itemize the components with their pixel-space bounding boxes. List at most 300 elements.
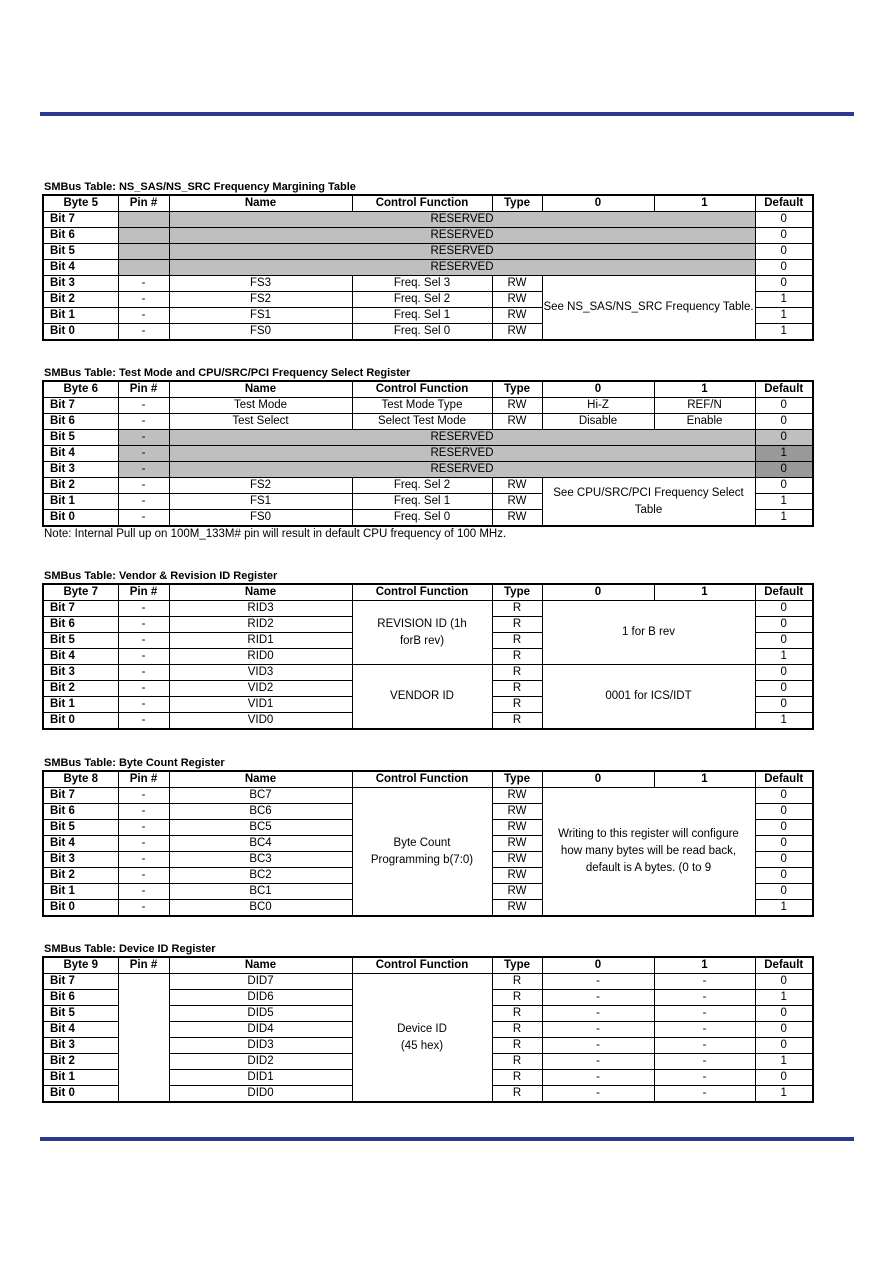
function-cell: Freq. Sel 0	[352, 324, 492, 341]
header-value-0: 0	[542, 381, 654, 398]
pin-cell: -	[118, 601, 169, 617]
function-cell: Test Mode Type	[352, 398, 492, 414]
name-cell: FS1	[169, 494, 352, 510]
pin-cell: -	[118, 292, 169, 308]
header-pin: Pin #	[118, 195, 169, 212]
table-caption: SMBus Table: Byte Count Register	[44, 757, 225, 769]
name-cell: BC5	[169, 820, 352, 836]
type-cell: R	[492, 617, 542, 633]
header-default: Default	[755, 195, 813, 212]
value1-cell: -	[654, 1054, 755, 1070]
bit-label: Bit 5	[43, 633, 118, 649]
bit-label: Bit 7	[43, 398, 118, 414]
name-cell: BC3	[169, 852, 352, 868]
pin-cell: -	[118, 414, 169, 430]
reserved-cell: RESERVED	[169, 446, 755, 462]
default-cell: 0	[755, 228, 813, 244]
header-row	[43, 195, 813, 212]
pin-cell: -	[118, 478, 169, 494]
name-cell: VID2	[169, 681, 352, 697]
default-cell: 0	[755, 633, 813, 649]
type-cell: RW	[492, 884, 542, 900]
pin-cell: -	[118, 820, 169, 836]
pin-cell: -	[118, 633, 169, 649]
header-control-function: Control Function	[352, 381, 492, 398]
pin-cell: -	[118, 617, 169, 633]
header-type: Type	[492, 381, 542, 398]
default-cell: 1	[755, 308, 813, 324]
byte9-table	[42, 956, 814, 1103]
value0-cell: -	[542, 990, 654, 1006]
table-row	[43, 462, 813, 478]
default-cell: 0	[755, 260, 813, 276]
header-type: Type	[492, 195, 542, 212]
pin-cell: -	[118, 852, 169, 868]
bit-label: Bit 5	[43, 244, 118, 260]
header-default: Default	[755, 771, 813, 788]
frequency-table-reference: See NS_SAS/NS_SRC Frequency Table.	[542, 276, 755, 341]
value0-cell: -	[542, 1070, 654, 1086]
default-cell: 1	[755, 713, 813, 730]
type-cell: R	[492, 697, 542, 713]
value0-cell: -	[542, 1022, 654, 1038]
bit-label: Bit 3	[43, 276, 118, 292]
reserved-cell: RESERVED	[169, 462, 755, 478]
bit-label: Bit 1	[43, 494, 118, 510]
bit-label: Bit 6	[43, 414, 118, 430]
function-cell: Freq. Sel 1	[352, 308, 492, 324]
header-row	[43, 584, 813, 601]
header-row	[43, 771, 813, 788]
default-cell: 0	[755, 1022, 813, 1038]
default-cell: 0	[755, 884, 813, 900]
type-cell: R	[492, 713, 542, 730]
type-cell: R	[492, 1022, 542, 1038]
reserved-cell: RESERVED	[169, 212, 755, 228]
pin-cell	[118, 260, 169, 276]
name-cell: DID5	[169, 1006, 352, 1022]
revision-id-function: REVISION ID (1h forB rev)	[352, 601, 492, 665]
header-name: Name	[169, 195, 352, 212]
type-cell: R	[492, 1086, 542, 1103]
byte5-table	[42, 194, 814, 341]
default-cell: 0	[755, 697, 813, 713]
bit-label: Bit 0	[43, 510, 118, 527]
default-cell: 0	[755, 276, 813, 292]
default-cell: 0	[755, 681, 813, 697]
pin-cell: -	[118, 804, 169, 820]
bit-label: Bit 6	[43, 228, 118, 244]
header-pin: Pin #	[118, 771, 169, 788]
bottom-rule	[40, 1137, 854, 1141]
table-caption: SMBus Table: Test Mode and CPU/SRC/PCI Frequency Select Register	[44, 367, 411, 379]
header-value-1: 1	[654, 771, 755, 788]
table-row	[43, 398, 813, 414]
pin-cell: -	[118, 430, 169, 446]
type-cell: R	[492, 681, 542, 697]
type-cell: R	[492, 665, 542, 681]
pin-cell: -	[118, 868, 169, 884]
default-cell: 0	[755, 462, 813, 478]
bit-label: Bit 7	[43, 601, 118, 617]
header-control-function: Control Function	[352, 195, 492, 212]
default-cell: 0	[755, 1006, 813, 1022]
header-control-function: Control Function	[352, 584, 492, 601]
default-cell: 0	[755, 868, 813, 884]
type-cell: RW	[492, 398, 542, 414]
value1-cell: -	[654, 1038, 755, 1054]
default-cell: 1	[755, 446, 813, 462]
default-cell: 1	[755, 1086, 813, 1103]
header-row	[43, 381, 813, 398]
type-cell: R	[492, 990, 542, 1006]
value0-cell: -	[542, 974, 654, 990]
pin-cell: -	[118, 494, 169, 510]
byte6-section	[42, 366, 812, 542]
vendor-id-description: 0001 for ICS/IDT	[542, 665, 755, 730]
byte8-table	[42, 770, 814, 917]
table-row	[43, 788, 813, 804]
pin-cell	[118, 244, 169, 260]
name-cell: DID2	[169, 1054, 352, 1070]
table-row	[43, 446, 813, 462]
default-cell: 0	[755, 852, 813, 868]
table-caption: SMBus Table: Device ID Register	[44, 943, 216, 955]
bit-label: Bit 0	[43, 900, 118, 917]
table-row	[43, 244, 813, 260]
pin-cell: -	[118, 446, 169, 462]
bit-label: Bit 7	[43, 788, 118, 804]
pin-cell: -	[118, 398, 169, 414]
type-cell: RW	[492, 276, 542, 292]
type-cell: RW	[492, 820, 542, 836]
default-cell: 1	[755, 494, 813, 510]
vendor-id-function: VENDOR ID	[352, 665, 492, 730]
header-name: Name	[169, 771, 352, 788]
bit-label: Bit 5	[43, 820, 118, 836]
default-cell: 1	[755, 324, 813, 341]
default-cell: 1	[755, 292, 813, 308]
bit-label: Bit 4	[43, 446, 118, 462]
default-cell: 0	[755, 617, 813, 633]
bit-label: Bit 4	[43, 260, 118, 276]
top-rule	[40, 112, 854, 116]
header-pin: Pin #	[118, 584, 169, 601]
name-cell: BC4	[169, 836, 352, 852]
type-cell: R	[492, 649, 542, 665]
name-cell: FS0	[169, 324, 352, 341]
revision-id-description: 1 for B rev	[542, 601, 755, 665]
function-cell: Freq. Sel 2	[352, 478, 492, 494]
bit-label: Bit 5	[43, 1006, 118, 1022]
default-cell: 0	[755, 804, 813, 820]
header-name: Name	[169, 584, 352, 601]
default-cell: 0	[755, 1038, 813, 1054]
bit-label: Bit 7	[43, 974, 118, 990]
name-cell: VID3	[169, 665, 352, 681]
table-caption: SMBus Table: Vendor & Revision ID Register	[44, 570, 278, 582]
byte-count-function: Byte Count Programming b(7:0)	[352, 788, 492, 917]
type-cell: R	[492, 1038, 542, 1054]
pin-cell: -	[118, 681, 169, 697]
header-control-function: Control Function	[352, 957, 492, 974]
bit-label: Bit 3	[43, 852, 118, 868]
pin-cell: -	[118, 900, 169, 917]
pin-cell: -	[118, 836, 169, 852]
type-cell: RW	[492, 324, 542, 341]
reserved-cell: RESERVED	[169, 260, 755, 276]
type-cell: RW	[492, 900, 542, 917]
default-cell: 0	[755, 478, 813, 494]
name-cell: FS1	[169, 308, 352, 324]
header-type: Type	[492, 771, 542, 788]
default-cell: 0	[755, 601, 813, 617]
header-default: Default	[755, 584, 813, 601]
header-default: Default	[755, 957, 813, 974]
function-cell: Freq. Sel 1	[352, 494, 492, 510]
name-cell: DID7	[169, 974, 352, 990]
bit-label: Bit 0	[43, 713, 118, 730]
default-cell: 0	[755, 1070, 813, 1086]
type-cell: R	[492, 601, 542, 617]
header-control-function: Control Function	[352, 771, 492, 788]
bit-label: Bit 2	[43, 681, 118, 697]
function-cell: Freq. Sel 2	[352, 292, 492, 308]
type-cell: R	[492, 1054, 542, 1070]
bit-label: Bit 1	[43, 1070, 118, 1086]
bit-label: Bit 1	[43, 697, 118, 713]
type-cell: RW	[492, 852, 542, 868]
header-value-0: 0	[542, 771, 654, 788]
bit-label: Bit 4	[43, 649, 118, 665]
value0-cell: -	[542, 1006, 654, 1022]
byte6-note: Note: Internal Pull up on 100M_133M# pin will result in default CPU frequency of 100 MHz.	[44, 528, 507, 540]
default-cell: 1	[755, 900, 813, 917]
header-value-0: 0	[542, 957, 654, 974]
type-cell: R	[492, 633, 542, 649]
bit-label: Bit 2	[43, 1054, 118, 1070]
byte-count-description: Writing to this register will configure how many bytes will be read back, default is A bytes. (0 to 9	[542, 788, 755, 917]
pin-cell: -	[118, 510, 169, 527]
table-row	[43, 212, 813, 228]
type-cell: RW	[492, 510, 542, 527]
bit-label: Bit 3	[43, 665, 118, 681]
pin-cell: -	[118, 324, 169, 341]
header-value-1: 1	[654, 957, 755, 974]
header-byte: Byte 9	[43, 957, 118, 974]
pin-cell	[118, 212, 169, 228]
reserved-cell: RESERVED	[169, 430, 755, 446]
bit-label: Bit 4	[43, 836, 118, 852]
name-cell: BC2	[169, 868, 352, 884]
value1-cell: REF/N	[654, 398, 755, 414]
pin-cell: -	[118, 462, 169, 478]
default-cell: 1	[755, 510, 813, 527]
name-cell: BC1	[169, 884, 352, 900]
name-cell: FS2	[169, 292, 352, 308]
value0-cell: -	[542, 1086, 654, 1103]
header-name: Name	[169, 381, 352, 398]
pin-cell: -	[118, 697, 169, 713]
type-cell: RW	[492, 292, 542, 308]
type-cell: R	[492, 974, 542, 990]
table-row	[43, 414, 813, 430]
function-cell: Freq. Sel 3	[352, 276, 492, 292]
name-cell: BC6	[169, 804, 352, 820]
pin-cell	[118, 974, 169, 1103]
bit-label: Bit 2	[43, 478, 118, 494]
type-cell: R	[492, 1006, 542, 1022]
function-cell: Select Test Mode	[352, 414, 492, 430]
byte7-section	[42, 569, 812, 730]
bit-label: Bit 3	[43, 1038, 118, 1054]
bit-label: Bit 1	[43, 884, 118, 900]
header-byte: Byte 7	[43, 584, 118, 601]
table-row	[43, 276, 813, 292]
table-row	[43, 228, 813, 244]
header-type: Type	[492, 957, 542, 974]
type-cell: RW	[492, 804, 542, 820]
reserved-cell: RESERVED	[169, 244, 755, 260]
value1-cell: Enable	[654, 414, 755, 430]
table-row	[43, 601, 813, 617]
name-cell: DID0	[169, 1086, 352, 1103]
bit-label: Bit 6	[43, 617, 118, 633]
byte5-section	[42, 180, 812, 341]
type-cell: RW	[492, 414, 542, 430]
header-byte: Byte 8	[43, 771, 118, 788]
table-row	[43, 260, 813, 276]
name-cell: RID2	[169, 617, 352, 633]
default-cell: 0	[755, 244, 813, 260]
pin-cell	[118, 228, 169, 244]
name-cell: VID1	[169, 697, 352, 713]
table-row	[43, 665, 813, 681]
name-cell: Test Mode	[169, 398, 352, 414]
type-cell: RW	[492, 788, 542, 804]
pin-cell: -	[118, 308, 169, 324]
pin-cell: -	[118, 788, 169, 804]
default-cell: 1	[755, 649, 813, 665]
default-cell: 0	[755, 665, 813, 681]
frequency-select-reference: See CPU/SRC/PCI Frequency Select Table	[542, 478, 755, 527]
bit-label: Bit 0	[43, 324, 118, 341]
default-cell: 0	[755, 414, 813, 430]
value1-cell: -	[654, 1070, 755, 1086]
value1-cell: -	[654, 1006, 755, 1022]
reserved-cell: RESERVED	[169, 228, 755, 244]
default-cell: 0	[755, 398, 813, 414]
bit-label: Bit 7	[43, 212, 118, 228]
default-cell: 1	[755, 1054, 813, 1070]
bit-label: Bit 6	[43, 990, 118, 1006]
byte8-section	[42, 756, 812, 917]
byte7-table	[42, 583, 814, 730]
bit-label: Bit 2	[43, 868, 118, 884]
bit-label: Bit 0	[43, 1086, 118, 1103]
default-cell: 0	[755, 820, 813, 836]
name-cell: BC0	[169, 900, 352, 917]
header-byte: Byte 6	[43, 381, 118, 398]
header-type: Type	[492, 584, 542, 601]
type-cell: RW	[492, 836, 542, 852]
header-value-1: 1	[654, 584, 755, 601]
header-pin: Pin #	[118, 957, 169, 974]
pin-cell: -	[118, 665, 169, 681]
pin-cell: -	[118, 713, 169, 730]
name-cell: RID1	[169, 633, 352, 649]
byte6-table	[42, 380, 814, 527]
value1-cell: -	[654, 1086, 755, 1103]
type-cell: RW	[492, 494, 542, 510]
bit-label: Bit 3	[43, 462, 118, 478]
type-cell: RW	[492, 308, 542, 324]
default-cell: 0	[755, 974, 813, 990]
value0-cell: -	[542, 1038, 654, 1054]
bit-label: Bit 2	[43, 292, 118, 308]
header-default: Default	[755, 381, 813, 398]
header-value-1: 1	[654, 381, 755, 398]
byte9-section	[42, 942, 812, 1103]
name-cell: DID4	[169, 1022, 352, 1038]
header-value-1: 1	[654, 195, 755, 212]
header-byte: Byte 5	[43, 195, 118, 212]
name-cell: VID0	[169, 713, 352, 730]
header-pin: Pin #	[118, 381, 169, 398]
name-cell: DID3	[169, 1038, 352, 1054]
value1-cell: -	[654, 1022, 755, 1038]
pin-cell: -	[118, 276, 169, 292]
device-id-function: Device ID (45 hex)	[352, 974, 492, 1103]
value0-cell: -	[542, 1054, 654, 1070]
default-cell: 0	[755, 836, 813, 852]
name-cell: DID6	[169, 990, 352, 1006]
value1-cell: -	[654, 974, 755, 990]
table-caption: SMBus Table: NS_SAS/NS_SRC Frequency Margining Table	[44, 181, 356, 193]
table-row	[43, 974, 813, 990]
header-value-0: 0	[542, 584, 654, 601]
type-cell: R	[492, 1070, 542, 1086]
name-cell: Test Select	[169, 414, 352, 430]
table-row	[43, 478, 813, 494]
name-cell: BC7	[169, 788, 352, 804]
value0-cell: Hi-Z	[542, 398, 654, 414]
type-cell: RW	[492, 868, 542, 884]
default-cell: 0	[755, 212, 813, 228]
value0-cell: Disable	[542, 414, 654, 430]
bit-label: Bit 5	[43, 430, 118, 446]
header-row	[43, 957, 813, 974]
pin-cell: -	[118, 649, 169, 665]
default-cell: 1	[755, 990, 813, 1006]
name-cell: FS0	[169, 510, 352, 527]
name-cell: RID0	[169, 649, 352, 665]
default-cell: 0	[755, 788, 813, 804]
pin-cell: -	[118, 884, 169, 900]
default-cell: 0	[755, 430, 813, 446]
bit-label: Bit 1	[43, 308, 118, 324]
bit-label: Bit 6	[43, 804, 118, 820]
name-cell: FS2	[169, 478, 352, 494]
type-cell: RW	[492, 478, 542, 494]
header-name: Name	[169, 957, 352, 974]
value1-cell: -	[654, 990, 755, 1006]
header-value-0: 0	[542, 195, 654, 212]
bit-label: Bit 4	[43, 1022, 118, 1038]
name-cell: FS3	[169, 276, 352, 292]
function-cell: Freq. Sel 0	[352, 510, 492, 527]
name-cell: RID3	[169, 601, 352, 617]
